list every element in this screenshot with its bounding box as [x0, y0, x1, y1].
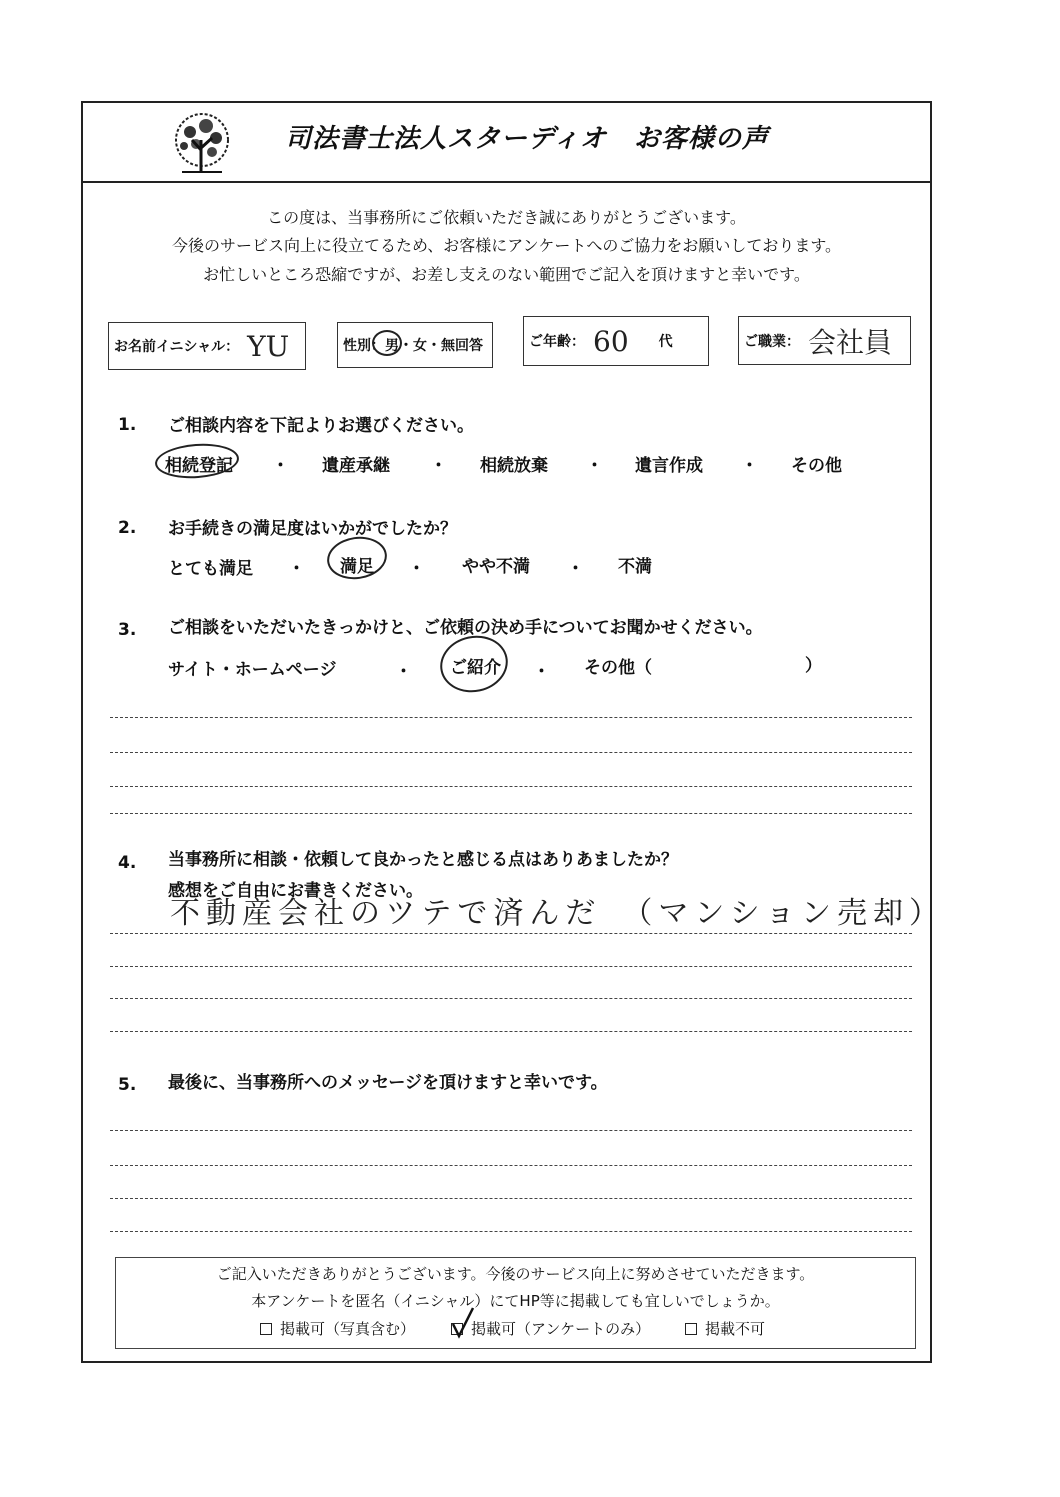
q5-answer-line[interactable]	[110, 1165, 912, 1166]
q4-answer-line[interactable]	[110, 998, 912, 999]
q5-answer-line[interactable]	[110, 1231, 912, 1232]
q3-answer-line[interactable]	[110, 717, 912, 718]
footer-thanks: ご記入いただきありがとうございます。今後のサービス向上に努めさせていただきます。	[216, 1265, 815, 1283]
q1-option-renunciation[interactable]: 相続放棄	[480, 456, 548, 476]
q3-answer-line[interactable]	[110, 813, 912, 814]
q1-number: 1.	[118, 415, 137, 435]
q5-number: 5.	[118, 1075, 137, 1095]
q5-answer-line[interactable]	[110, 1198, 912, 1199]
q3-number: 3.	[118, 620, 137, 640]
q3-other-close-paren: ）	[805, 656, 822, 676]
separator: ・	[430, 456, 447, 476]
checkbox-icon[interactable]	[685, 1323, 697, 1335]
q4-subtext: 感想をご自由にお書きください。	[168, 881, 423, 901]
q3-option-referral[interactable]: ご紹介	[450, 658, 501, 678]
gender-label: 性別：男・女・無回答	[343, 338, 483, 354]
q3-option-other[interactable]: その他（	[584, 658, 652, 678]
separator: ・	[408, 559, 425, 579]
gender-selection-circle	[372, 330, 402, 356]
age-suffix: 代	[658, 334, 673, 350]
separator: ・	[741, 456, 758, 476]
intro-line-2: 今後のサービス向上に役立てるため、お客様にアンケートへのご協力をお願いしております。	[171, 236, 842, 255]
q1-option-inheritance-registration[interactable]: 相続登記	[165, 456, 233, 476]
tree-logo-icon	[168, 110, 236, 176]
consent-option-not-allowed[interactable]	[685, 1318, 765, 1339]
q4-handwritten-answer: 不動産会社のツテで済んだ （マンション売却）	[170, 896, 946, 931]
age-value: 60	[593, 324, 629, 358]
gender-field[interactable]	[337, 322, 493, 368]
q4-answer-line[interactable]	[110, 933, 912, 934]
consent-option-label: 掲載不可	[705, 1320, 766, 1338]
q4-number: 4.	[118, 853, 137, 873]
checkmark-icon	[449, 1306, 477, 1340]
separator: ・	[272, 456, 289, 476]
q3-option-website[interactable]: サイト・ホームページ	[168, 660, 337, 680]
q2-option-very-satisfied[interactable]: とても満足	[168, 559, 253, 579]
q1-option-other[interactable]: その他	[791, 456, 842, 476]
q2-text: お手続きの満足度はいかがでしたか？	[168, 519, 457, 539]
occupation-label: ご職業：	[744, 333, 800, 350]
q1-text: ご相談内容を下記よりお選びください。	[168, 416, 474, 436]
consent-option-label: 掲載可（アンケートのみ）	[471, 1320, 651, 1338]
occupation-field[interactable]	[738, 316, 911, 365]
q2-number: 2.	[118, 518, 137, 538]
separator: ・	[586, 456, 603, 476]
footer-question: 本アンケートを匿名（イニシャル）にてHP等に掲載しても宜しいでしょうか。	[251, 1292, 780, 1310]
initials-value: YU	[247, 329, 290, 363]
q1-option-will[interactable]: 遺言作成	[635, 456, 703, 476]
intro-line-3: お忙しいところ恐縮ですが、お差し支えのない範囲でご記入を頂けますと幸いです。	[203, 265, 810, 284]
q2-option-satisfied[interactable]: 満足	[340, 557, 374, 577]
q4-text: 当事務所に相談・依頼して良かったと感じる点はありあましたか？	[168, 850, 678, 870]
q4-answer-line[interactable]	[110, 1031, 912, 1032]
q5-answer-line[interactable]	[110, 1130, 912, 1131]
consent-option-with-photo[interactable]	[260, 1318, 415, 1339]
separator: ・	[567, 559, 584, 579]
occupation-value: 会社員	[808, 325, 893, 359]
page-title: 司法書士法人スターディオ お客様の声	[285, 124, 769, 154]
age-field[interactable]	[523, 316, 709, 366]
initials-field[interactable]	[108, 322, 306, 370]
q3-answer-line[interactable]	[110, 786, 912, 787]
survey-frame	[81, 101, 932, 1363]
q1-option-estate-succession[interactable]: 遺産承継	[322, 456, 390, 476]
q4-answer-line[interactable]	[110, 966, 912, 967]
age-label: ご年齢：	[529, 334, 585, 350]
q3-answer-line[interactable]	[110, 752, 912, 753]
q3-text: ご相談をいただいたきっかけと、ご依頼の決め手についてお聞かせください。	[168, 618, 763, 638]
q5-text: 最後に、当事務所へのメッセージを頂けますと幸いです。	[168, 1073, 608, 1093]
separator: ・	[533, 662, 550, 682]
consent-option-label: 掲載可（写真含む）	[280, 1320, 416, 1338]
consent-option-survey-only[interactable]	[451, 1318, 650, 1339]
separator: ・	[288, 559, 305, 579]
intro-line-1: この度は、当事務所にご依頼いただき誠にありがとうございます。	[267, 208, 746, 227]
q2-option-dissatisfied[interactable]: 不満	[618, 557, 652, 577]
checkbox-icon[interactable]	[260, 1323, 272, 1335]
initials-label: お名前イニシャル：	[114, 339, 240, 355]
separator: ・	[395, 662, 412, 682]
q2-option-somewhat-dissatisfied[interactable]: やや不満	[462, 557, 530, 577]
